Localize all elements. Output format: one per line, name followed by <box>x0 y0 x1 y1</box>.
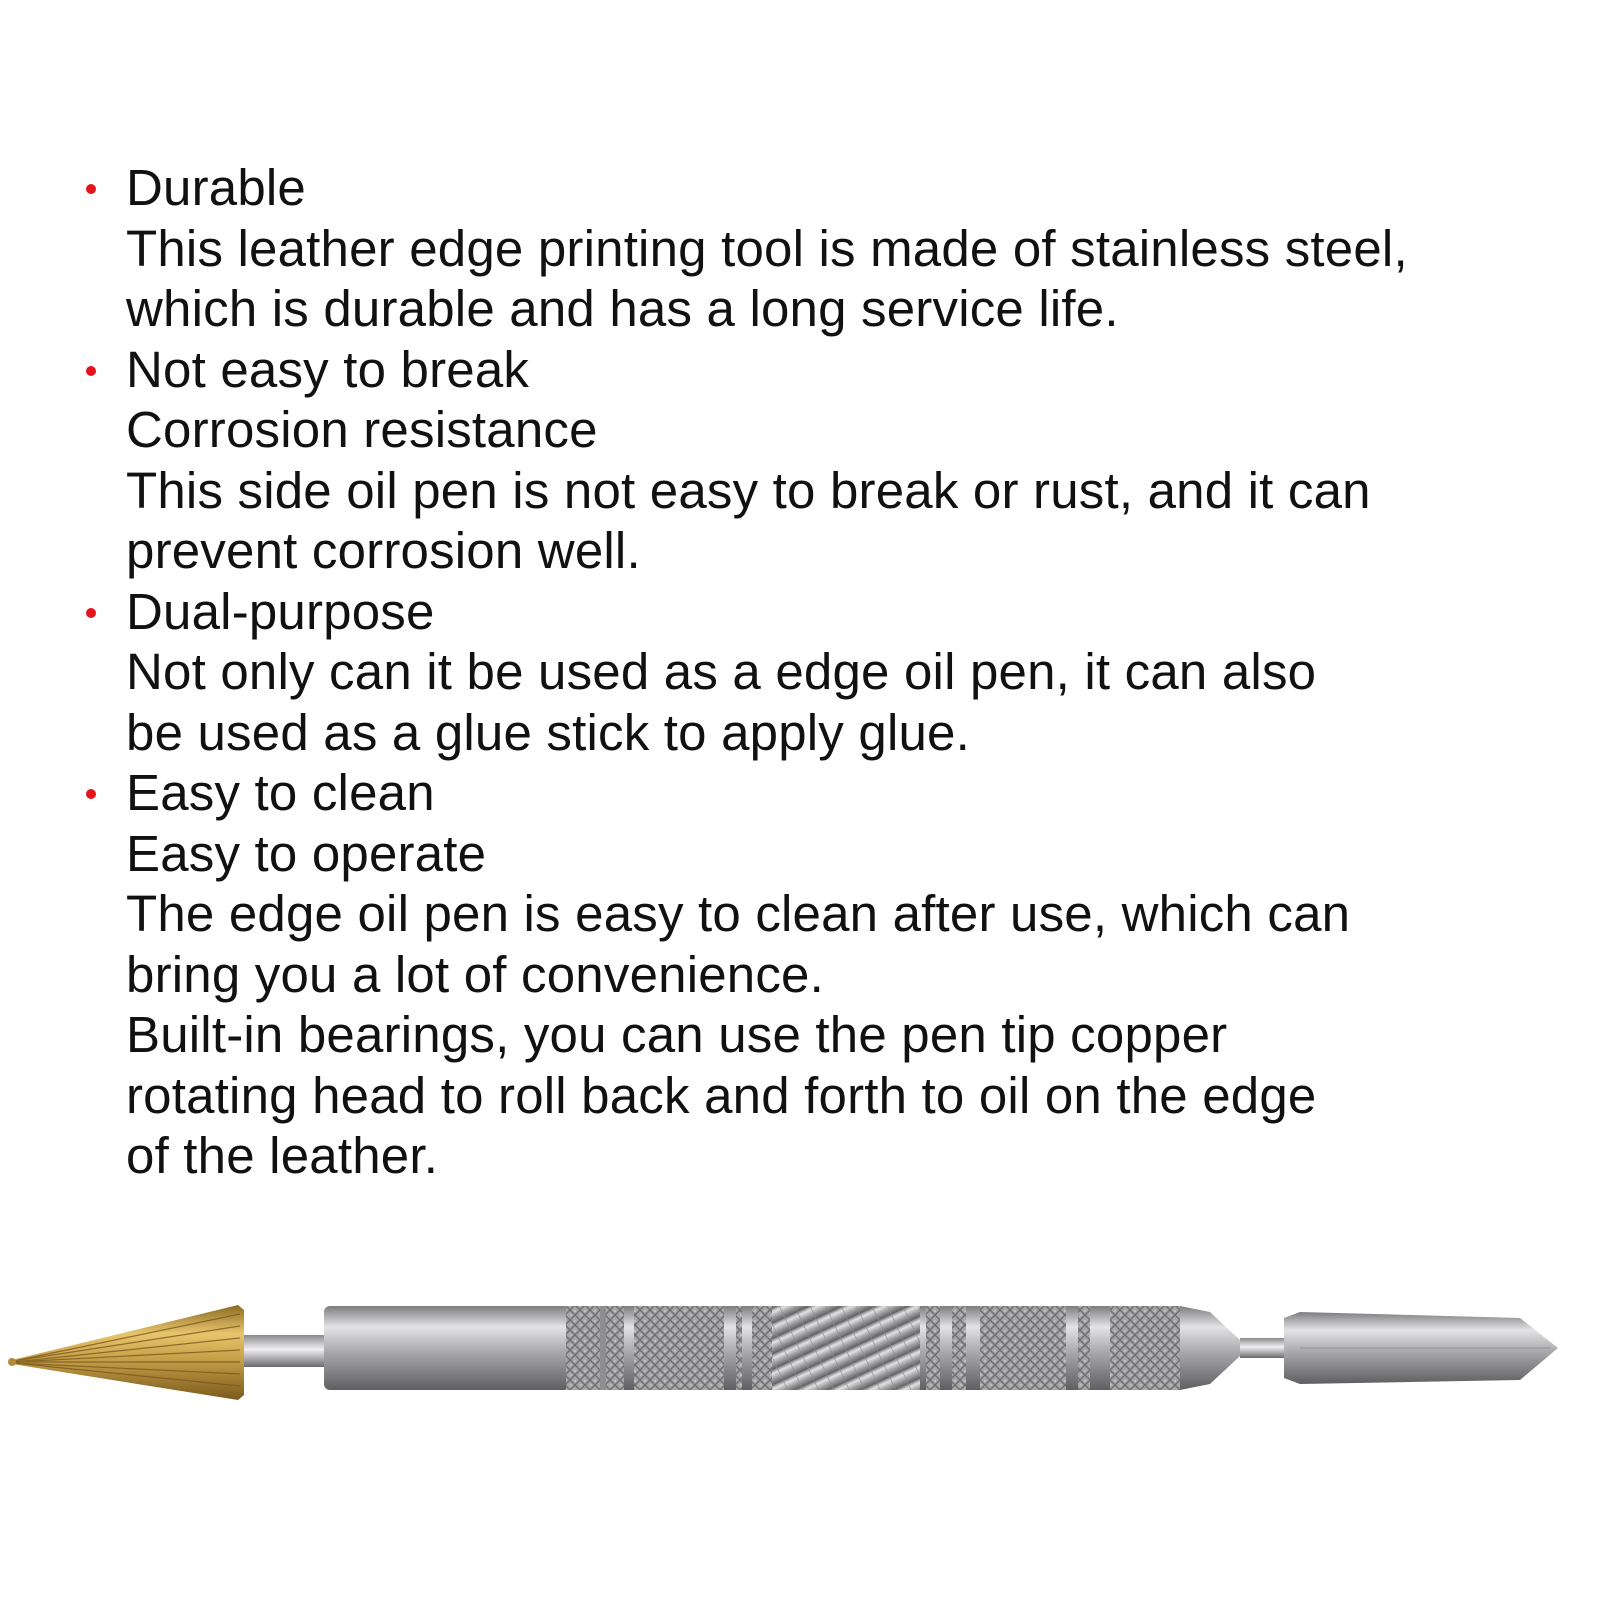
feature-description-line: Corrosion resistance <box>126 401 598 458</box>
feature-item-dual-purpose <box>86 582 1566 764</box>
bullet-dot-icon <box>86 608 96 618</box>
feature-description-line: of the leather. <box>126 1127 439 1184</box>
brass-roller-tip <box>8 1305 244 1400</box>
feature-title: Easy to clean <box>126 764 435 821</box>
pen-handle <box>324 1306 1240 1390</box>
feature-list <box>86 158 1566 1187</box>
feature-description-line: Not only can it be used as a edge oil pen, it can also <box>126 643 1317 700</box>
feature-description-line: This leather edge printing tool is made of stainless steel, <box>126 219 1408 277</box>
feature-description-line: be used as a glue stick to apply glue. <box>126 703 970 761</box>
feature-item-durable <box>86 158 1566 340</box>
feature-title: Dual-purpose <box>126 582 435 640</box>
feature-description-line: bring you a lot of convenience. <box>126 945 824 1003</box>
feature-item-easy-to-clean <box>86 763 1566 1187</box>
bullet-dot-icon <box>86 789 96 799</box>
spatula-neck <box>1240 1338 1284 1358</box>
feature-description-line: rotating head to roll back and forth to oil on the edge <box>126 1066 1317 1124</box>
bullet-dot-icon <box>86 366 96 376</box>
feature-description-line: The edge oil pen is easy to clean after use, which can <box>126 885 1351 942</box>
feature-description-line: Built-in bearings, you can use the pen tip copper <box>126 1006 1228 1063</box>
feature-item-not-easy-to-break <box>86 340 1566 582</box>
bullet-dot-icon <box>86 184 96 194</box>
feature-description-line: Easy to operate <box>126 824 487 882</box>
feature-description-line: which is durable and has a long service life. <box>126 280 1119 337</box>
feature-title: Not easy to break <box>126 340 530 398</box>
edge-oil-pen-product-image <box>0 1300 1601 1440</box>
feature-title: Durable <box>126 159 306 216</box>
feature-description-line: This side oil pen is not easy to break or rust, and it can <box>126 461 1371 519</box>
steel-shaft <box>244 1335 326 1367</box>
feature-description-line: prevent corrosion well. <box>126 522 641 579</box>
